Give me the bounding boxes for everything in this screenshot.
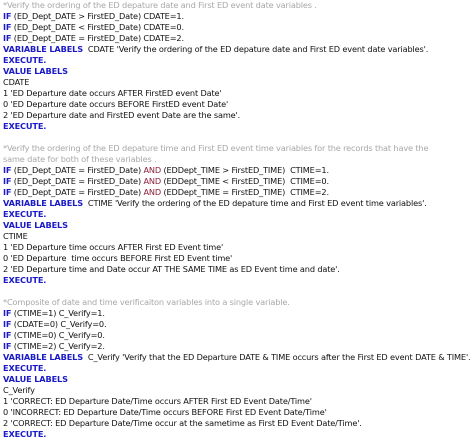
code-line <box>3 429 474 440</box>
keyword-token: VALUE LABELS <box>3 66 68 76</box>
code-text: 2 'CORRECT: ED Departure Date/Time occur at the sametime as First ED Event Date/Time'. <box>3 418 362 428</box>
code-text: (ED_Dept_DATE < FirstED_Date) CDATE=0. <box>11 22 184 32</box>
code-text: (ED_Dept_DATE > FirstED_Date) CDATE=1. <box>11 11 184 21</box>
code-line <box>3 275 474 286</box>
code-text: (CDATE=0) C_Verify=0. <box>11 319 107 329</box>
code-text: C_Verify <box>3 385 35 395</box>
code-text: (ED_Dept_DATE = FirstED_Date) CDATE=2. <box>11 33 184 43</box>
code-line <box>3 396 474 407</box>
keyword-token: EXECUTE. <box>3 121 47 131</box>
code-text: CTIME <box>3 231 28 241</box>
blank-line <box>3 132 474 143</box>
code-line <box>3 352 474 363</box>
code-text: 0 'ED Departure date occurs BEFORE FirstED event Date' <box>3 99 229 109</box>
code-line <box>3 418 474 429</box>
operator-token: AND <box>143 187 162 197</box>
code-line <box>3 165 474 176</box>
keyword-token: EXECUTE. <box>3 275 47 285</box>
code-line <box>3 88 474 99</box>
keyword-token: IF <box>3 22 12 32</box>
code-text: (ED_Dept_DATE = FirstED_Date) <box>11 187 144 197</box>
code-line <box>3 99 474 110</box>
code-line <box>3 0 474 11</box>
keyword-token: EXECUTE. <box>3 209 47 219</box>
code-line <box>3 154 474 165</box>
keyword-token: EXECUTE. <box>3 55 47 65</box>
keyword-token: VARIABLE LABELS <box>3 198 83 208</box>
code-text: (CTIME=2) C_Verify=2. <box>11 341 105 351</box>
code-text: (EDDept_TIME < FirstED_TIME) CTIME=0. <box>161 176 329 186</box>
keyword-token: IF <box>3 330 12 340</box>
code-line <box>3 363 474 374</box>
code-line <box>3 297 474 308</box>
comment-text: *Composite of date and time verificaiton variables into a single variable. <box>3 297 290 307</box>
keyword-token: VALUE LABELS <box>3 374 68 384</box>
code-text: (EDDept_TIME = FirstED_TIME) CTIME=2. <box>161 187 329 197</box>
code-line <box>3 77 474 88</box>
code-line <box>3 198 474 209</box>
code-text: 0 'ED Departure time occurs BEFORE First ED Event time' <box>3 253 233 263</box>
code-line <box>3 66 474 77</box>
operator-token: AND <box>143 165 162 175</box>
keyword-token: VARIABLE LABELS <box>3 44 83 54</box>
code-line <box>3 407 474 418</box>
comment-text: same date for both of these variables . <box>3 154 157 164</box>
code-line <box>3 44 474 55</box>
keyword-token: IF <box>3 319 12 329</box>
keyword-token: EXECUTE. <box>3 363 47 373</box>
code-line <box>3 385 474 396</box>
code-line <box>3 374 474 385</box>
keyword-token: IF <box>3 165 12 175</box>
keyword-token: EXECUTE. <box>3 429 47 439</box>
code-line <box>3 11 474 22</box>
keyword-token: IF <box>3 33 12 43</box>
code-line <box>3 341 474 352</box>
code-text: 1 'CORRECT: ED Departure Date/Time occurs AFTER First ED Event Date/Time' <box>3 396 312 406</box>
code-line <box>3 209 474 220</box>
code-text: 2 'ED Departure time and Date occur AT THE SAME TIME as ED Event time and date'. <box>3 264 340 274</box>
code-text: 2 'ED Departure date and FirstED event Date are the same'. <box>3 110 241 120</box>
keyword-token: VARIABLE LABELS <box>3 352 83 362</box>
code-text: CDATE <box>3 77 30 87</box>
code-line <box>3 187 474 198</box>
code-line <box>3 176 474 187</box>
code-line <box>3 231 474 242</box>
code-line <box>3 33 474 44</box>
keyword-token: VALUE LABELS <box>3 220 68 230</box>
keyword-token: IF <box>3 308 12 318</box>
code-text: CTIME 'Verify the ordering of the ED depature time and First ED event time variables'. <box>82 198 427 208</box>
code-text: (CTIME=1) C_Verify=1. <box>11 308 105 318</box>
code-line <box>3 308 474 319</box>
code-text: (EDDept_TIME > FirstED_TIME) CTIME=1. <box>161 165 329 175</box>
keyword-token: IF <box>3 341 12 351</box>
comment-text: *Verify the ordering of the ED depature time and First ED event time variables for the records that have the <box>3 143 429 153</box>
code-line <box>3 319 474 330</box>
code-text: CDATE 'Verify the ordering of the ED depature date and First ED event date variables'. <box>82 44 429 54</box>
code-line <box>3 143 474 154</box>
code-text: C_Verify 'Verify that the ED Departure DATE & TIME occurs after the First ED event DATE & TIME'. <box>82 352 471 362</box>
code-line <box>3 253 474 264</box>
code-text: 1 'ED Departure date occurs AFTER FirstED event Date' <box>3 88 222 98</box>
code-text: 0 'INCORRECT: ED Departure Date/Time occurs BEFORE First ED Event Date/Time' <box>3 407 327 417</box>
code-text: (CTIME=0) C_Verify=0. <box>11 330 105 340</box>
code-line <box>3 55 474 66</box>
code-line <box>3 330 474 341</box>
code-text: 1 'ED Departure time occurs AFTER First ED Event time' <box>3 242 224 252</box>
blank-line <box>3 286 474 297</box>
code-line <box>3 264 474 275</box>
keyword-token: IF <box>3 11 12 21</box>
code-text: (ED_Dept_DATE = FirstED_Date) <box>11 176 144 186</box>
code-line <box>3 220 474 231</box>
code-text: (ED_Dept_DATE = FirstED_Date) <box>11 165 144 175</box>
code-line <box>3 242 474 253</box>
code-line <box>3 22 474 33</box>
code-line <box>3 110 474 121</box>
keyword-token: IF <box>3 176 12 186</box>
comment-text: *Verify the ordering of the ED depature date and First ED event date variables . <box>3 0 317 10</box>
code-line <box>3 121 474 132</box>
operator-token: AND <box>143 176 162 186</box>
keyword-token: IF <box>3 187 12 197</box>
